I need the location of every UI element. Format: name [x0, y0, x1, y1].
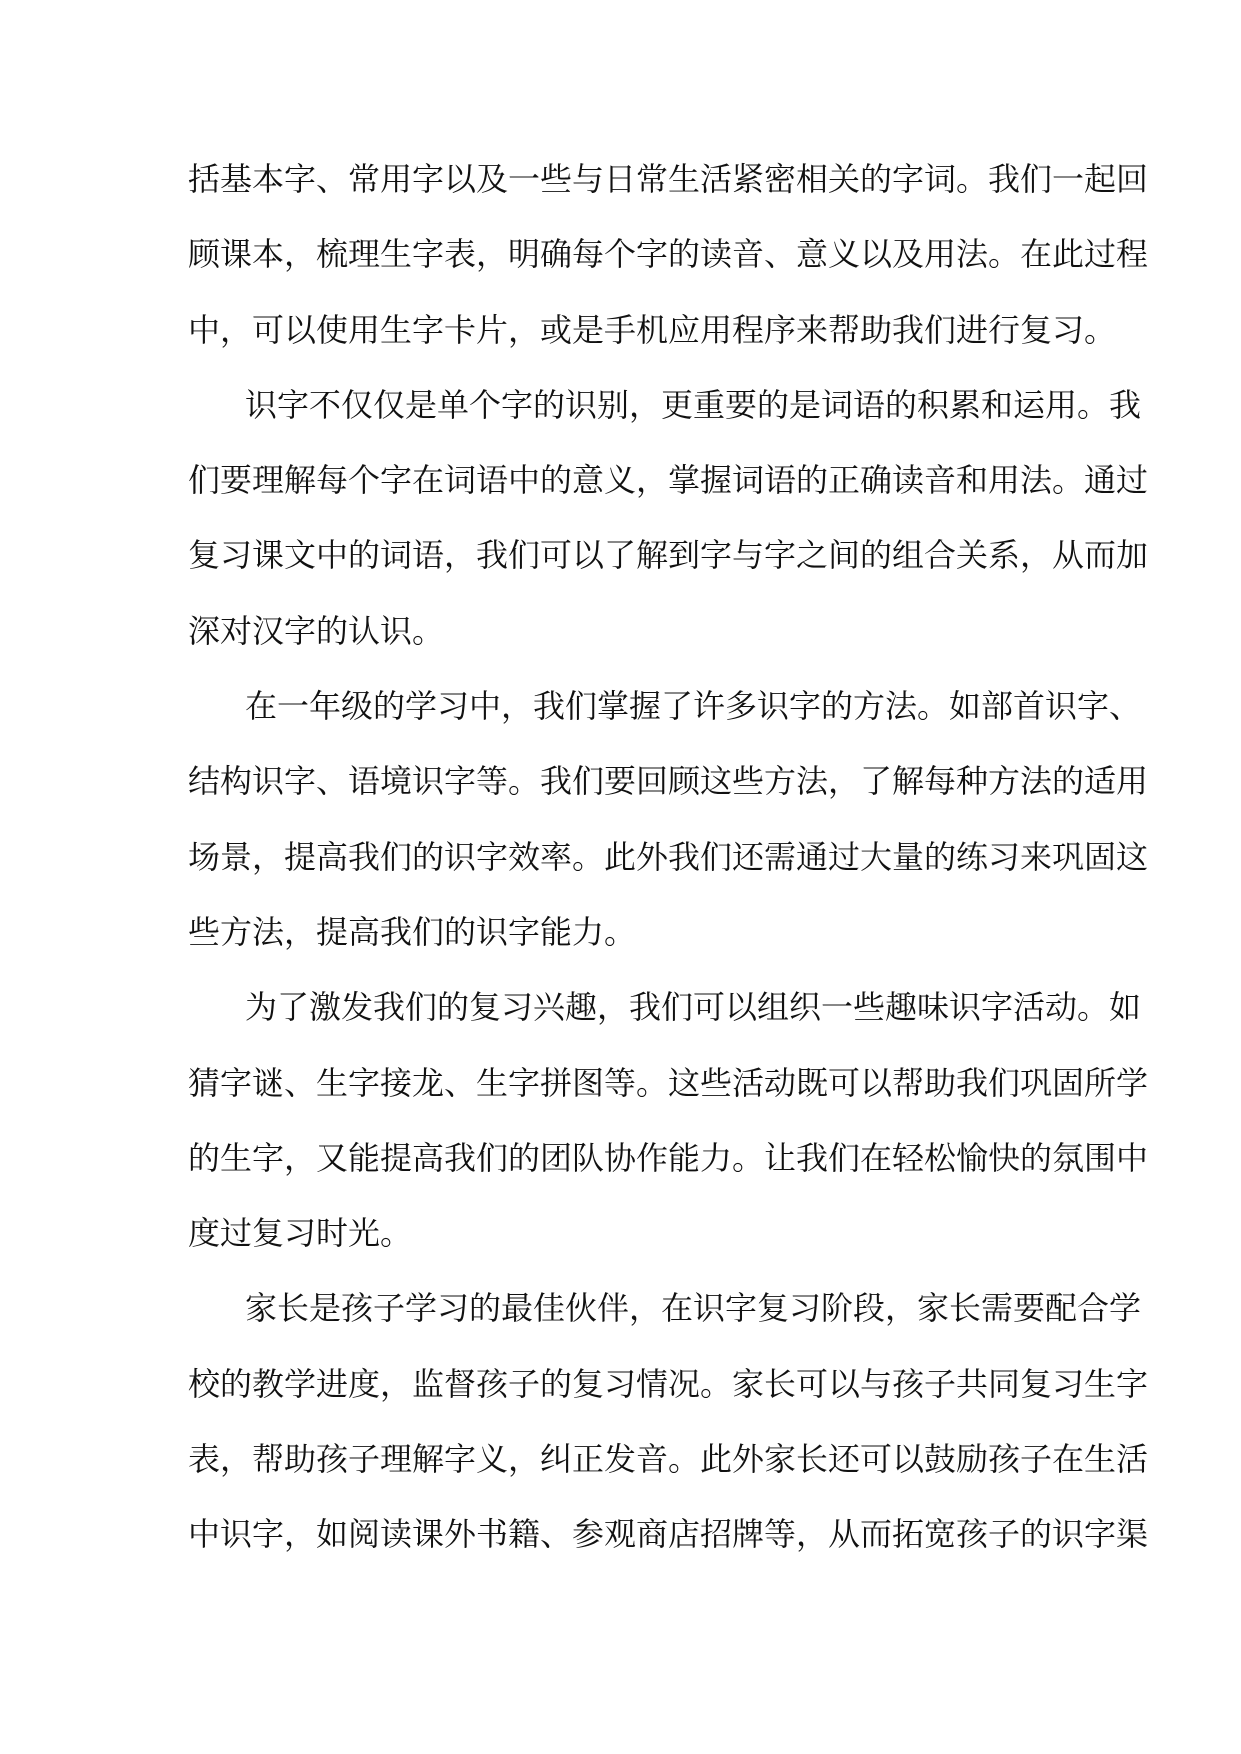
text-line: 括基本字、常用字以及一些与日常生活紧密相关的字词。我们一起回: [188, 160, 1149, 198]
paragraph-2: [188, 368, 1149, 669]
text-line: 深对汉字的认识。: [188, 611, 445, 650]
text-line: 识字不仅仅是单个字的识别，更重要的是词语的积累和运用。我: [245, 385, 1142, 424]
text-line: 为了激发我们的复习兴趣，我们可以组织一些趣味识字活动。如: [245, 988, 1142, 1027]
text-line: 的生字，又能提高我们的团队协作能力。让我们在轻松愉快的氛围中: [188, 1138, 1149, 1177]
text-line: 顾课本，梳理生字表，明确每个字的读音、意义以及用法。在此过程: [188, 235, 1149, 274]
paragraph-3: [188, 669, 1149, 970]
text-line: 中，可以使用生字卡片，或是手机应用程序来帮助我们进行复习。: [188, 310, 1117, 349]
text-line: 表，帮助孩子理解字义，纠正发音。此外家长还可以鼓励孩子在生活: [188, 1440, 1149, 1479]
text-line: 度过复习时光。: [188, 1214, 413, 1253]
text-line: 场景，提高我们的识字效率。此外我们还需通过大量的练习来巩固这: [188, 837, 1149, 876]
paragraph-4: [188, 970, 1149, 1271]
text-line: 猜字谜、生字接龙、生字拼图等。这些活动既可以帮助我们巩固所学: [188, 1063, 1149, 1102]
paragraph-5: [188, 1271, 1149, 1572]
text-line: 复习课文中的词语，我们可以了解到字与字之间的组合关系，从而加: [188, 536, 1149, 575]
text-line: 家长是孩子学习的最佳伙伴，在识字复习阶段，家长需要配合学: [245, 1289, 1142, 1328]
document-body: [188, 142, 1149, 1573]
text-line: 中识字，如阅读课外书籍、参观商店招牌等，从而拓宽孩子的识字渠: [188, 1515, 1149, 1554]
text-line: 结构识字、语境识字等。我们要回顾这些方法，了解每种方法的适用: [188, 762, 1149, 801]
text-line: 在一年级的学习中，我们掌握了许多识字的方法。如部首识字、: [245, 687, 1142, 726]
text-line: 些方法，提高我们的识字能力。: [188, 912, 637, 951]
text-line: 校的教学进度，监督孩子的复习情况。家长可以与孩子共同复习生字: [188, 1364, 1149, 1403]
paragraph-1: [188, 142, 1149, 368]
text-line: 们要理解每个字在词语中的意义，掌握词语的正确读音和用法。通过: [188, 461, 1149, 500]
